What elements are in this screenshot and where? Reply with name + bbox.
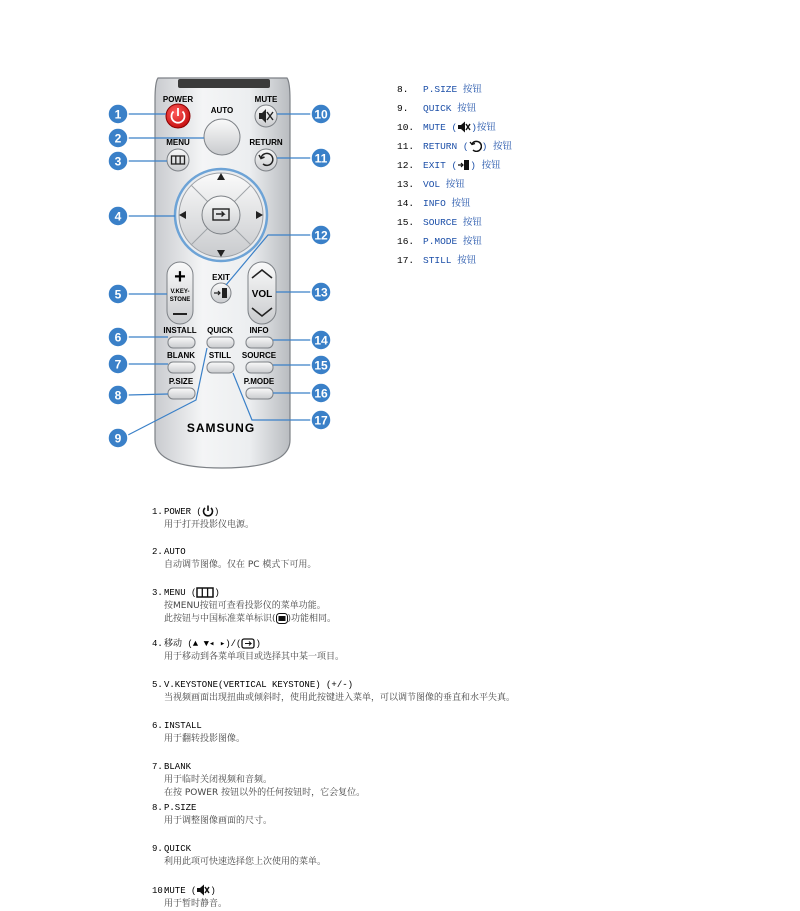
- install-label: INSTALL: [163, 326, 197, 335]
- callout-8: [108, 385, 128, 405]
- callout-1: [108, 104, 128, 124]
- desc-psize: 8.P.SIZE 用于调整图像画面的尺寸。: [152, 803, 273, 826]
- source-button: [246, 362, 273, 373]
- desc-mute: 10.MUTE ( ) 用于暂时静音。: [152, 886, 228, 909]
- callout-number: 6: [114, 330, 122, 345]
- callout-number: 2: [114, 131, 122, 146]
- callout-14: [311, 330, 331, 350]
- vol-label: VOL: [251, 289, 273, 300]
- power-icon: [202, 505, 214, 517]
- callout-7: [108, 354, 128, 374]
- mute-icon: [196, 884, 210, 896]
- blank-button: [168, 362, 195, 373]
- callout-number: 17: [314, 413, 328, 428]
- desc-quick: 9.QUICK 利用此项可快速选择您上次使用的菜单。: [152, 844, 327, 867]
- return-icon: [469, 140, 482, 152]
- list-item: 11. RETURN ( ) 按钮: [397, 141, 513, 152]
- callout-number: 15: [314, 358, 328, 373]
- list-item: 15. SOURCE 按钮: [397, 217, 482, 228]
- button-index-list: [397, 80, 512, 270]
- info-label: INFO: [249, 326, 269, 335]
- install-button: [168, 337, 195, 348]
- callout-10: [311, 104, 331, 124]
- vkeystone-label-2: STONE: [169, 297, 191, 303]
- vkeystone-label-1: V.KEY-: [170, 289, 190, 295]
- mute-icon: [457, 121, 471, 133]
- menu-button: [167, 149, 189, 171]
- return-label: RETURN: [249, 138, 283, 147]
- mute-label: MUTE: [254, 95, 278, 104]
- desc-power: 1.POWER ( ) 用于打开投影仪电源。: [152, 507, 255, 530]
- menu-standard-icon: [276, 613, 288, 624]
- desc-menu: 3.MENU ( ) 按MENU按钮可查看投影仪的菜单功能。 此按钮与中国标准菜单标识( )功能相同。: [152, 588, 337, 624]
- list-item: 10. MUTE ( )按钮: [397, 122, 496, 133]
- callout-number: 12: [314, 228, 328, 243]
- auto-label: AUTO: [210, 106, 234, 115]
- callout-number: 13: [314, 285, 328, 300]
- callout-number: 7: [114, 357, 122, 372]
- source-label: SOURCE: [241, 351, 277, 360]
- menu-label: MENU: [166, 138, 190, 147]
- still-button: [207, 362, 234, 373]
- exit-label: EXIT: [212, 273, 230, 282]
- enter-button: [202, 196, 240, 234]
- callout-9: [108, 428, 128, 448]
- desc-vkeystone: 5.V.KEYSTONE(VERTICAL KEYSTONE) (+/-) 当视频画面出现扭曲或倾斜时，使用此按键进入菜单，可以调节图像的垂直和水平失真。: [152, 680, 516, 703]
- enter-icon: [241, 638, 255, 649]
- pmode-button: [246, 388, 273, 399]
- callout-3: [108, 151, 128, 171]
- callout-number: 16: [314, 386, 328, 401]
- callout-number: 5: [114, 287, 122, 302]
- vkeystone-plus: +: [174, 266, 186, 288]
- callout-5: [108, 284, 128, 304]
- callout-12: [311, 225, 331, 245]
- list-item: 16. P.MODE 按钮: [397, 236, 482, 247]
- callout-17: [311, 410, 331, 430]
- callout-number: 14: [314, 333, 328, 348]
- ir-window: [178, 79, 270, 88]
- return-button: [255, 149, 277, 171]
- callout-number: 11: [314, 151, 328, 166]
- info-button: [246, 337, 273, 348]
- desc-auto: 2.AUTO 自动调节图像。仅在 PC 模式下可用。: [152, 547, 317, 570]
- brand-logo: SAMSUNG: [186, 421, 256, 435]
- menu-icon: [196, 587, 214, 598]
- callout-16: [311, 383, 331, 403]
- psize-label: P.SIZE: [168, 377, 194, 386]
- quick-button: [207, 337, 234, 348]
- still-label: STILL: [208, 351, 232, 360]
- auto-button: [204, 119, 240, 155]
- callout-number: 10: [314, 107, 328, 122]
- callout-number: 4: [114, 209, 122, 224]
- callout-number: 9: [114, 431, 122, 446]
- callout-number: 1: [114, 107, 122, 122]
- desc-blank: 7.BLANK 用于临时关闭视频和音频。 在按 POWER 按钮以外的任何按钮时，它会复位。: [152, 762, 366, 798]
- exit-icon: [457, 159, 470, 171]
- desc-move: 4.移动 (▲ ▼◂ ▸)/( ) 用于移动到各菜单项目或选择其中某一项目。: [152, 639, 345, 662]
- list-item: 14. INFO 按钮: [397, 198, 471, 209]
- callout-number: 3: [114, 154, 122, 169]
- quick-label: QUICK: [207, 326, 233, 335]
- desc-install: 6.INSTALL 用于翻转投影图像。: [152, 721, 246, 744]
- list-item: 8. P.SIZE 按钮: [397, 84, 482, 95]
- callout-15: [311, 355, 331, 375]
- list-item: 12. EXIT ( ) 按钮: [397, 160, 501, 171]
- list-item: 9. QUICK 按钮: [397, 103, 477, 114]
- callout-11: [311, 148, 331, 168]
- callout-4: [108, 206, 128, 226]
- pmode-label: P.MODE: [243, 377, 275, 386]
- callout-6: [108, 327, 128, 347]
- list-item: 13. VOL 按钮: [397, 179, 465, 190]
- list-item: 17. STILL 按钮: [397, 255, 477, 266]
- callout-13: [311, 282, 331, 302]
- blank-label: BLANK: [167, 351, 195, 360]
- callout-number: 8: [114, 388, 122, 403]
- callout-2: [108, 128, 128, 148]
- psize-button: [168, 388, 195, 399]
- power-label: POWER: [162, 95, 194, 104]
